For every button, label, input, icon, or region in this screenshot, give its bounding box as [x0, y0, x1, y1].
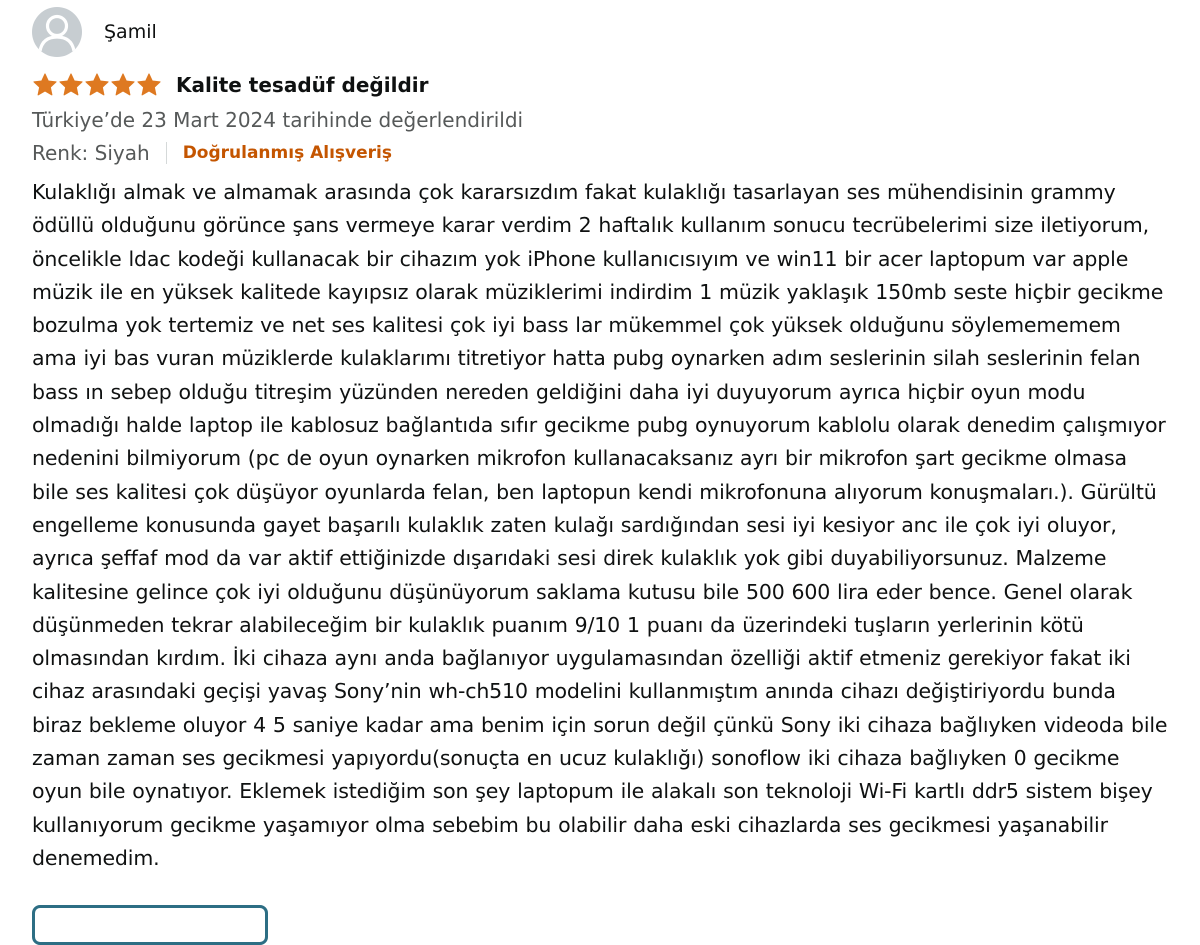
review-date: Türkiye’de 23 Mart 2024 tarihinde değerlendirildi: [32, 108, 524, 132]
star-icon: [110, 72, 136, 98]
review-title[interactable]: Kalite tesadüf değildir: [176, 73, 429, 97]
review-title-row: [32, 70, 1168, 100]
default-avatar-icon[interactable]: [32, 7, 82, 57]
star-icon: [58, 72, 84, 98]
helpful-button[interactable]: [32, 905, 268, 945]
review-body: Kulaklığı almak ve almamak arasında çok kararsızdım fakat kulaklığı tasarlayan ses mühendisinin grammy ödüllü olduğunu görünce şans vermeye karar verdim 2 haftalık kullanım sonucu tecrübelerimi size iletiyorum, öncelikle ldac kodeği kullanacak bir cihazım yok iPhone kullanıcısıyım ve win11 bir acer laptopum var apple müzik ile en yüksek kalitede kayıpsız olarak müziklerimi indirdim 1 müzik yaklaşık 150mb seste hiçbir gecikme bozulma yok tertemiz ve net ses kalitesi çok iyi bass lar mükemmel çok yüksek olduğunu söylemememem ama iyi bas vuran müziklerde kulaklarımı titretiyor hatta pubg oynarken adım seslerinin silah seslerinin felan bass ın sebep olduğu titreşim yüzünden nereden geldiğini daha iyi duyuyorum ayrıca hiçbir oyun modu olmadığı halde laptop ile kablosuz bağlantıda sıfır gecikme pubg oynuyorum kablolu olarak denedim çalışmıyor nedenini bilmiyorum (pc de oyun oynarken mikrofon kullanacaksanız ayrı bir mikrofon şart gecikme olmasa bile ses kalitesi çok düşüyor oyunlarda felan, ben laptopun kendi mikrofonuna alıyorum konuşmaları.). Gürültü engelleme konusunda gayet başarılı kulaklık zaten kulağı sardığından sesi iyi kesiyor anc ile çok iyi oluyor, ayrıca şeffaf mod da var aktif ettiğinizde dışarıdaki sesi direk kulaklık yok gibi duyabiliyorsunuz. Malzeme kalitesine gelince çok iyi olduğunu düşünüyorum saklama kutusu bile 500 600 lira eder bence. Genel olarak düşünmeden tekrar alabileceğim bir kulaklık puanım 9/10 1 puanı da üzerindeki tuşların yerlerinin kötü olmasından kırdım. İki cihaza aynı anda bağlanıyor uygulamasından özelliği aktif etmeniz gerekiyor fakat iki cihaz arasındaki geçişi yavaş Sony’nin wh-ch510 modelini kullanmıştım anında cihazı değiştiriyordu bunda biraz bekleme oluyor 4 5 saniye kadar ama benim için sorun değil çünkü Sony iki cihaza bağlıyken videoda bile zaman zaman ses gecikmesi yapıyordu(sonuçta en ucuz kulaklığı) sonoflow iki cihaza bağlıyken 0 gecikme oyun bile oynatıyor. Eklemek istediğim son şey laptopum ile alakalı son teknoloji Wi-Fi kartlı ddr5 sistem bişey kullanıyorum gecikme yaşamıyor olma sebebim bu olabilir daha eski cihazlarda ses gecikmesi yaşanabilir denemedim.: [32, 180, 1168, 870]
variant-label: Renk: Siyah: [32, 141, 150, 165]
review-card: [32, 6, 1168, 875]
review-meta: [32, 136, 1168, 170]
meta-divider: [166, 142, 167, 164]
star-icon: [32, 72, 58, 98]
reviewer-profile[interactable]: [32, 6, 1168, 58]
star-icon: [84, 72, 110, 98]
reviewer-name[interactable]: Şamil: [104, 21, 157, 43]
star-icon: [136, 72, 162, 98]
star-rating[interactable]: [32, 72, 162, 98]
verified-purchase-badge: Doğrulanmış Alışveriş: [182, 143, 392, 163]
